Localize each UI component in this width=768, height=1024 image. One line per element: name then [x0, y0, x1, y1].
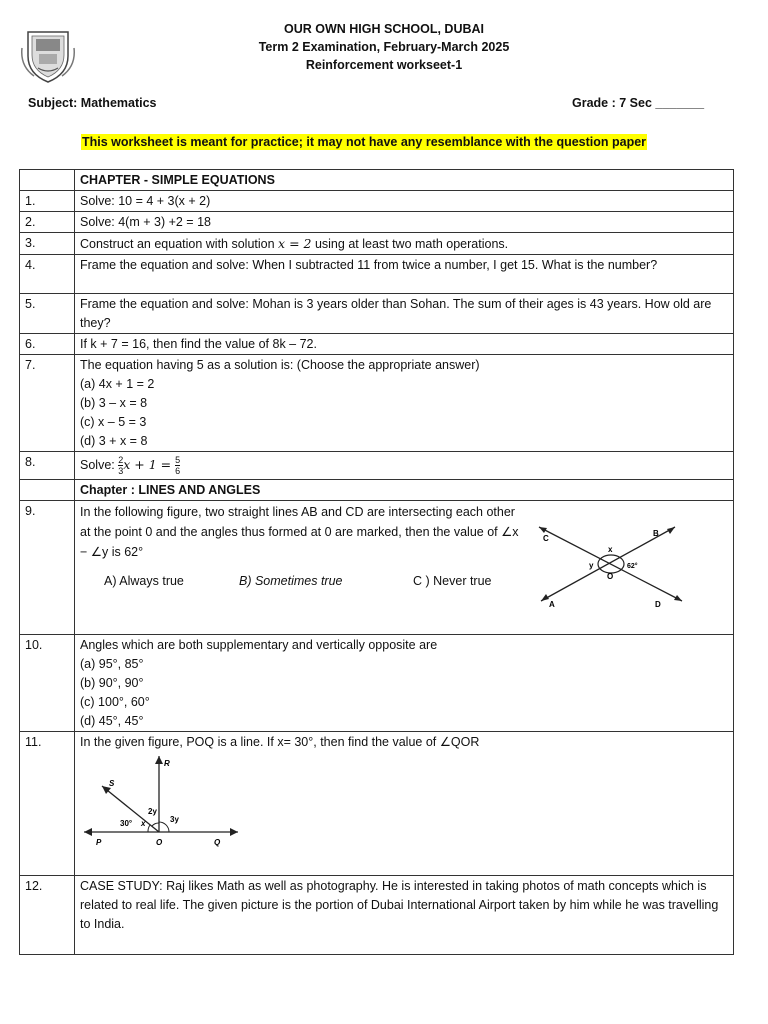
question-number: 1. [20, 191, 75, 212]
question-number: 10. [20, 635, 75, 732]
question-text: Solve: $\frac{2}{3}$ x + 1 = $\frac{5}{6}$ [75, 452, 734, 480]
option-sometimes-true: B) Sometimes true [239, 574, 343, 588]
question-text: CASE STUDY: Raj likes Math as well as photography. He is interested in taking photos of math concepts which is related to real life. The given picture is the portion of Dubai International Airport taken by him while he was travelling to India. [75, 876, 734, 955]
practice-notice: This worksheet is meant for practice; it may not have any resemblance with the question paper [82, 135, 647, 149]
option-c: (c) x – 5 = 3 [80, 415, 147, 429]
question-number: 8. [20, 452, 75, 480]
question-number: 12. [20, 876, 75, 955]
label-x: x [141, 819, 146, 828]
question-row-3 [20, 233, 734, 255]
option-always-true: A) Always true [104, 574, 184, 588]
question-text: Frame the equation and solve: Mohan is 3 years older than Sohan. The sum of their ages is 43 years. How old are they? [75, 294, 734, 334]
option-b: (b) 3 – x = 8 [80, 396, 148, 410]
question-9-text: In the following figure, two straight lines AB and CD are intersecting each other at the point 0 and the angles thus formed at 0 are marked, then the value of ∠x − ∠y is 62° [80, 505, 519, 559]
label-d: D [655, 600, 661, 609]
question-row-6 [20, 334, 734, 355]
question-text: Construct an equation with solution x = 2 using at least two math operations. [75, 233, 734, 255]
question-row-11 [20, 732, 734, 876]
chapter-title-lines-and-angles: Chapter : LINES AND ANGLES [75, 480, 734, 501]
worksheet-table [19, 169, 734, 955]
worksheet-title: Reinforcement workseet-1 [305, 58, 463, 72]
question-text: The equation having 5 as a solution is: (Choose the appropriate answer) (a) 4x + 1 = 2 (b) 3 – x = 8 (c) x – 5 = 3 (d) 3 + x = 8 [75, 355, 734, 452]
option-a: (a) 95°, 85° [80, 657, 144, 671]
option-a: (a) 4x + 1 = 2 [80, 377, 155, 391]
label-a: A [549, 600, 555, 609]
grade-label: Grade : 7 Sec _______ [572, 96, 705, 110]
school-name: OUR OWN HIGH SCHOOL, DUBAI [284, 22, 484, 36]
label-o: O [607, 572, 614, 581]
label-y: y [589, 561, 594, 570]
label-3y: 3y [170, 815, 179, 824]
question-text: Angles which are both supplementary and vertically opposite are (a) 95°, 85° (b) 90°, 90° (c) 100°, 60° (d) 45°, 45° [75, 635, 734, 732]
question-number: 5. [20, 294, 75, 334]
question-text: Solve: 10 = 4 + 3(x + 2) [75, 191, 734, 212]
option-d: (d) 3 + x = 8 [80, 434, 148, 448]
fraction-two-thirds: $\frac{2}{3}$ [118, 455, 124, 477]
question-row-8 [20, 452, 734, 480]
question-row-4 [20, 255, 734, 294]
question-row-1 [20, 191, 734, 212]
label-q: Q [214, 838, 221, 847]
question-text: In the given figure, POQ is a line. If x= 30°, then find the value of ∠QOR R S P O Q 30° x 2y 3y [75, 732, 734, 876]
question-number: 2. [20, 212, 75, 233]
subject-label: Subject: Mathematics [28, 96, 157, 110]
question-text: Solve: 4(m + 3) +2 = 18 [75, 212, 734, 233]
label-2y: 2y [148, 807, 157, 816]
question-text [75, 501, 734, 635]
question-number: 7. [20, 355, 75, 452]
label-b: B [653, 529, 659, 538]
chapter-row [20, 170, 734, 191]
exam-title: Term 2 Examination, February-March 2025 [258, 40, 510, 54]
question-number: 3. [20, 233, 75, 255]
chapter-title-simple-equations: CHAPTER - SIMPLE EQUATIONS [75, 170, 734, 191]
question-row-2 [20, 212, 734, 233]
question-row-10 [20, 635, 734, 732]
line-poq-figure [80, 752, 250, 852]
label-c: C [543, 534, 549, 543]
label-s: S [109, 779, 115, 788]
question-number: 6. [20, 334, 75, 355]
intersecting-lines-figure [527, 521, 697, 611]
question-row-5 [20, 294, 734, 334]
fraction-five-sixths: $\frac{5}{6}$ [175, 455, 181, 477]
option-b: (b) 90°, 90° [80, 676, 144, 690]
label-o: O [156, 838, 163, 847]
label-x: x [608, 545, 613, 554]
question-text: Frame the equation and solve: When I subtracted 11 from twice a number, I get 15. What is the number? [75, 255, 734, 294]
option-never-true: C ) Never true [413, 574, 492, 588]
label-62-degrees: 62° [627, 563, 638, 570]
question-number: 9. [20, 501, 75, 635]
option-c: (c) 100°, 60° [80, 695, 150, 709]
question-text: If k + 7 = 16, then find the value of 8k – 72. [75, 334, 734, 355]
option-d: (d) 45°, 45° [80, 714, 144, 728]
label-p: P [96, 838, 102, 847]
question-row-12 [20, 876, 734, 955]
question-number: 4. [20, 255, 75, 294]
question-number: 11. [20, 732, 75, 876]
question-row-9 [20, 501, 734, 635]
label-r: R [164, 759, 170, 768]
label-30-degrees: 30° [120, 819, 133, 828]
chapter-row [20, 480, 734, 501]
question-row-7 [20, 355, 734, 452]
